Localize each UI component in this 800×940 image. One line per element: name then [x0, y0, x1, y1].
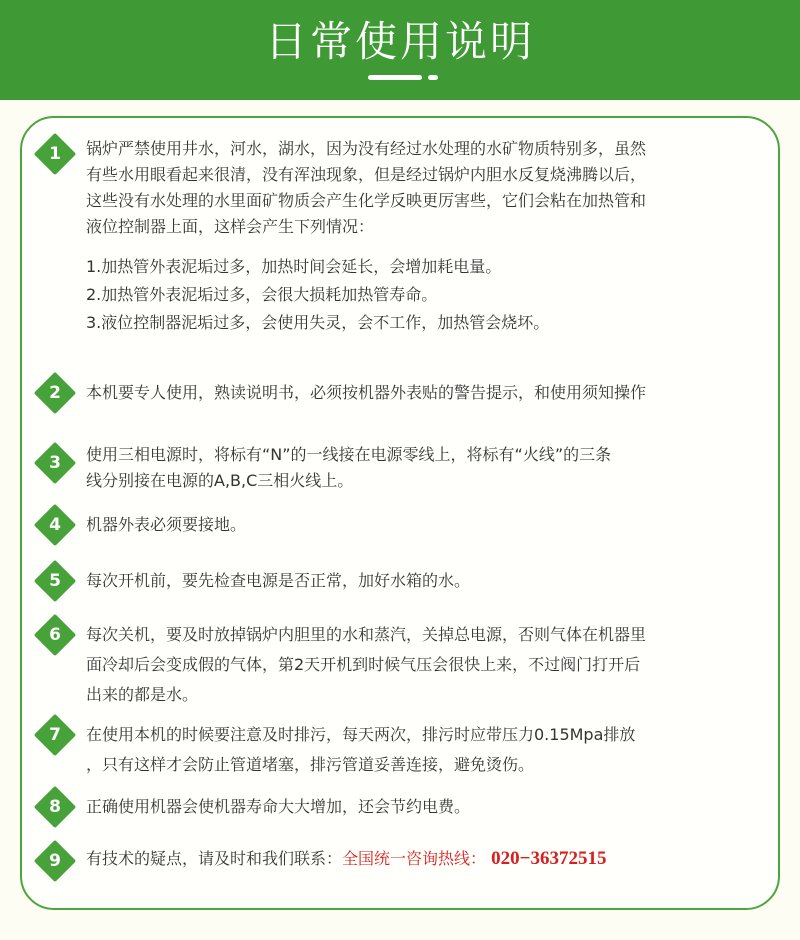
- item-text: 机器外表必须要接地。: [86, 515, 247, 534]
- number-badge: 8: [36, 788, 74, 826]
- hotline-number: 020−36372515: [491, 848, 607, 869]
- contact-text: 有技术的疑点，请及时和我们联系：: [86, 849, 343, 868]
- header-banner: [0, 0, 800, 100]
- item-text: 每次开机前，要先检查电源是否正常，加好水箱的水。: [86, 571, 471, 590]
- title-underline-dot: [428, 75, 438, 80]
- hotline-label: 全国统一咨询热线：: [342, 849, 487, 868]
- instructions-card: [20, 116, 780, 910]
- title-underline: [368, 75, 422, 80]
- item-text: 锅炉严禁使用井水，河水，湖水，因为没有经过水处理的水矿物质特别多，虽然 有些水用眼看起来很清，没有浑浊现象，但是经过锅炉内胆水反复烧沸腾以后， 这些没有水处理的水里面矿物质会产生化学反映更厉害些，它们会粘在加热管和 液位控制器上面，这样会产生下列情况： 1.加热管外表泥垢过多，加热时间会延长，会增加耗电量。 2.加热管外表泥垢过多，会很大损耗加热管寿命。 3.液位控制器泥垢过多，会使用失灵，会不工作，加热管会烧坏。: [86, 139, 647, 332]
- number-badge: 7: [36, 716, 74, 754]
- number-badge: 1: [36, 135, 74, 173]
- number-badge: 5: [36, 562, 74, 600]
- item-text: 每次关机，要及时放掉锅炉内胆里的水和蒸汽，关掉总电源，否则气体在机器里 面冷却后会变成假的气体，第2天开机到时候气压会很快上来，不过阀门打开后 出来的都是水。: [86, 625, 647, 704]
- page-title: 日常使用说明: [264, 17, 535, 66]
- item-text: [86, 846, 780, 872]
- number-badge: 2: [36, 374, 74, 412]
- item-text: 使用三相电源时，将标有“N”的一线接在电源零线上，将标有“火线”的三条 线分别接在电源的A,B,C三相火线上。: [86, 445, 612, 490]
- item-text: 本机要专人使用，熟读说明书，必须按机器外表贴的警告提示，和使用须知操作: [86, 383, 647, 402]
- number-badge: 3: [36, 444, 74, 482]
- number-badge: 6: [36, 616, 74, 654]
- number-badge: 9: [36, 842, 74, 880]
- item-text: 在使用本机的时候要注意及时排污，每天两次，排污时应带压力0.15Mpa排放 ，只有这样才会防止管道堵塞，排污管道妥善连接，避免烫伤。: [86, 725, 636, 774]
- item-text: 正确使用机器会使机器寿命大大增加，还会节约电费。: [86, 797, 471, 816]
- number-badge: 4: [36, 506, 74, 544]
